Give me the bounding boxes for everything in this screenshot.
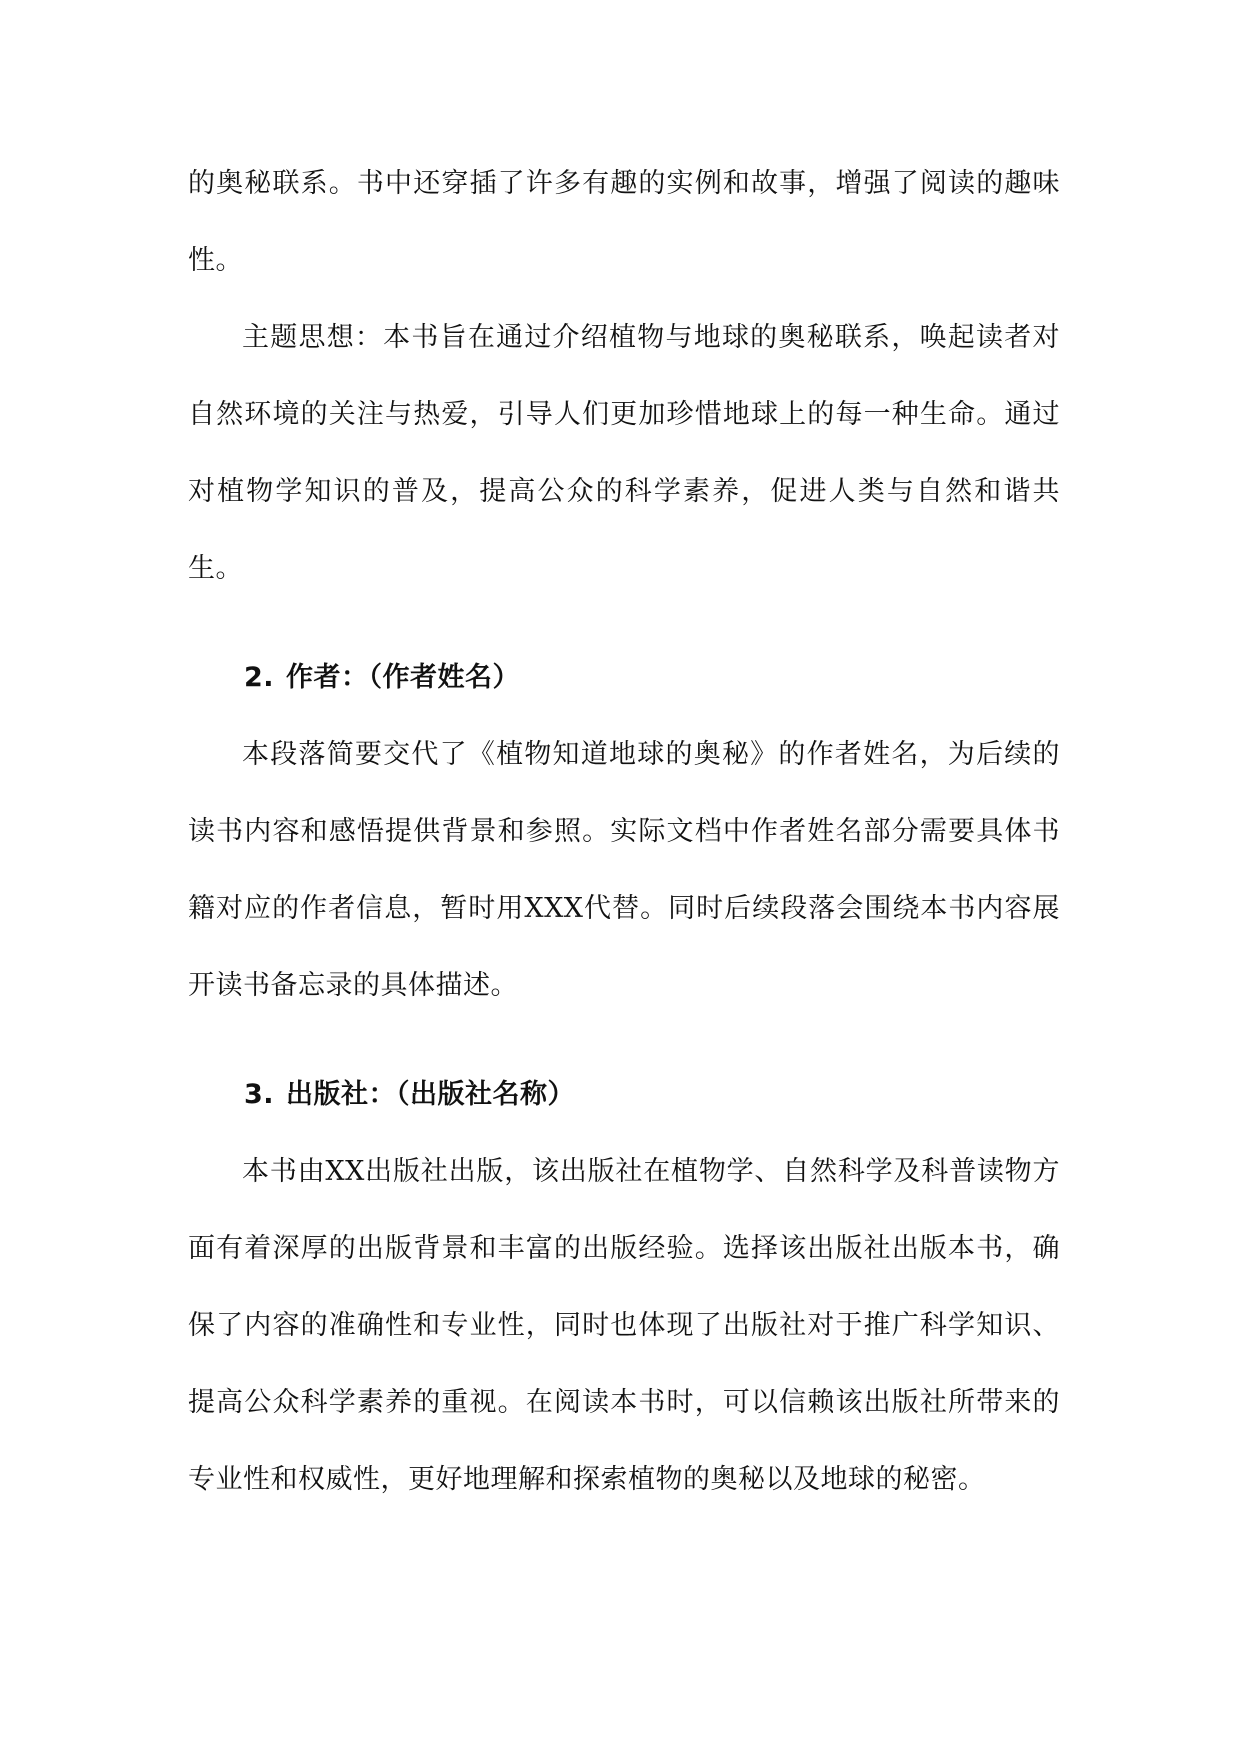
section-heading-publisher [188,1056,1060,1133]
section-heading-author [188,639,1060,716]
section-gap [188,1024,1060,1056]
section-number: 3. [244,1079,275,1110]
section-gap [188,607,1060,639]
section-number: 2. [244,662,275,693]
document-body [188,145,1060,1518]
intro-continuation-paragraph: 的奥秘联系。书中还穿插了许多有趣的实例和故事，增强了阅读的趣味性。 [188,168,1060,276]
section-heading-text: 出版社：（出版社名称） [286,1079,575,1110]
publisher-paragraph: 本书由XX出版社出版，该出版社在植物学、自然科学及科普读物方面有着深厚的出版背景和丰富的出版经验。选择该出版社出版本书，确保了内容的准确性和专业性，同时也体现了出版社对于推广科学知识、提高公众科学素养的重视。在阅读本书时，可以信赖该出版社所带来的专业性和权威性，更好地理解和探索植物的奥秘以及地球的秘密。 [188,1156,1060,1495]
section-heading-text: 作者：（作者姓名） [286,662,520,693]
author-paragraph: 本段落简要交代了《植物知道地球的奥秘》的作者姓名，为后续的读书内容和感悟提供背景和参照。实际文档中作者姓名部分需要具体书籍对应的作者信息，暂时用XXX代替。同时后续段落会围绕本书内容展开读书备忘录的具体描述。 [188,739,1060,1001]
theme-paragraph: 主题思想：本书旨在通过介绍植物与地球的奥秘联系，唤起读者对自然环境的关注与热爱，引导人们更加珍惜地球上的每一种生命。通过对植物学知识的普及，提高公众的科学素养，促进人类与自然和谐共生。 [188,322,1060,584]
